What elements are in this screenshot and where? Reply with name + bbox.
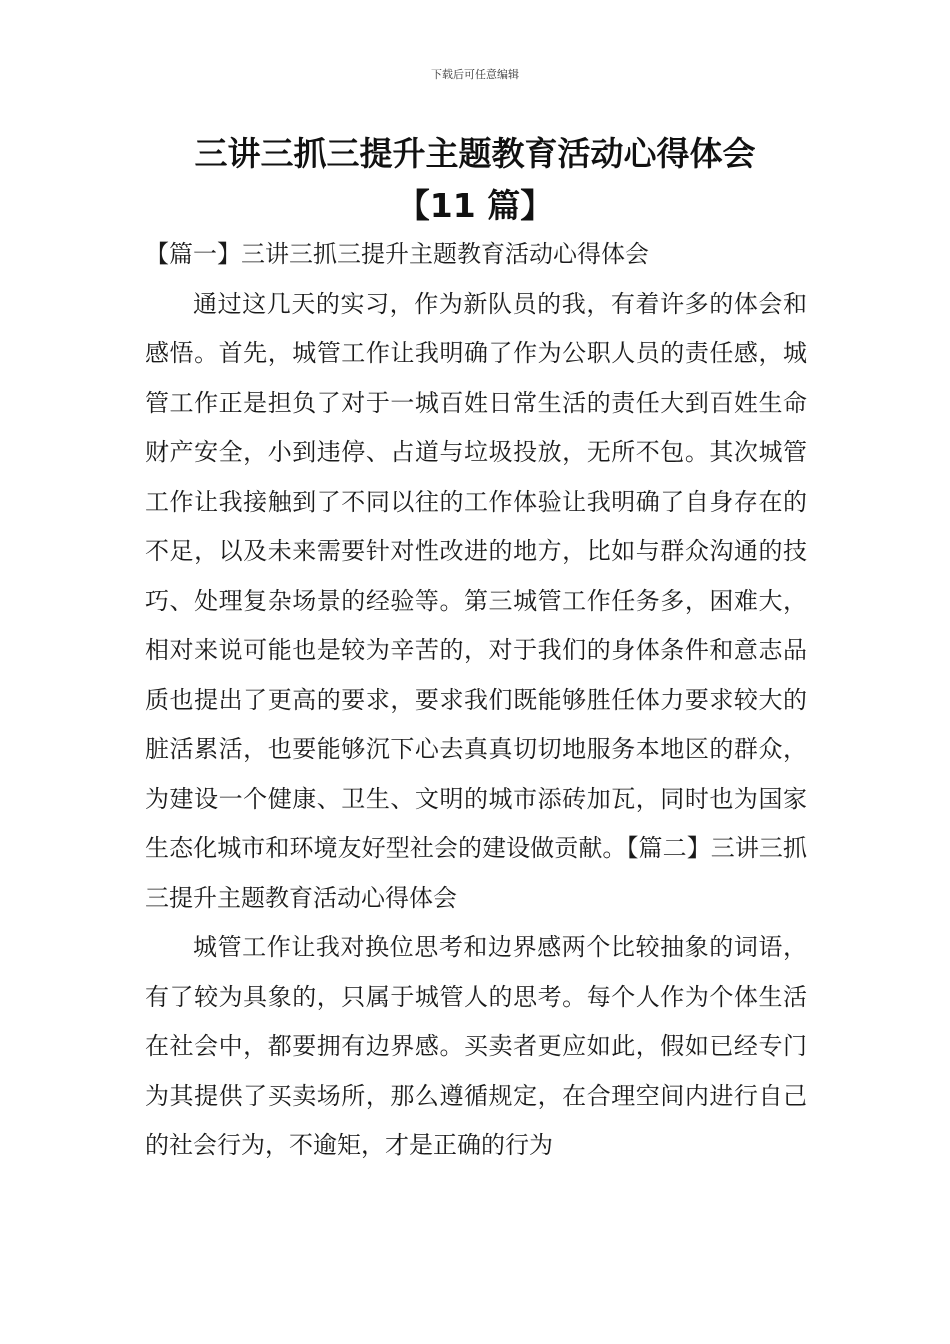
section-heading-1: 【篇一】三讲三抓三提升主题教育活动心得体会 (145, 240, 649, 268)
document-body (145, 230, 807, 1171)
section-1-paragraph (145, 280, 807, 924)
section-1-text: 通过这几天的实习，作为新队员的我，有着许多的体会和感悟。首先，城管工作让我明确了作为公职人员的责任感，城管工作正是担负了对于一城百姓日常生活的责任大到百姓生命财产安全，小到违停、占道与垃圾投放，无所不包。其次城管工作让我接触到了不同以往的工作体验让我明确了自身存在的不足，以及未来需要针对性改进的地方，比如与群众沟通的技巧、处理复杂场景的经验等。第三城管工作任务多，困难大，相对来说可能也是较为辛苦的，对于我们的身体条件和意志品质也提出了更高的要求，要求我们既能够胜任体力要求较大的脏活累活，也要能够沉下心去真真切切地服务本地区的群众，为建设一个健康、卫生、文明的城市添砖加瓦，同时也为国家生态化城市和环境友好型社会的建设做贡献。 (145, 289, 807, 862)
document-title-line2: 【11 篇】 (396, 186, 554, 225)
document-title-line1: 三讲三抓三提升主题教育活动心得体会 (194, 134, 756, 173)
header-note: 下载后可任意编辑 (431, 68, 519, 81)
section-2-paragraph: 城管工作让我对换位思考和边界感两个比较抽象的词语，有了较为具象的，只属于城管人的思考。每个人作为个体生活在社会中，都要拥有边界感。买卖者更应如此，假如已经专门为其提供了买卖场所，那么遵循规定，在合理空间内进行自己的社会行为，不逾矩，才是正确的行为 (145, 933, 807, 1159)
section-heading-2: 【篇二】三讲三抓三提升主题教育活动心得体会 (145, 834, 808, 912)
